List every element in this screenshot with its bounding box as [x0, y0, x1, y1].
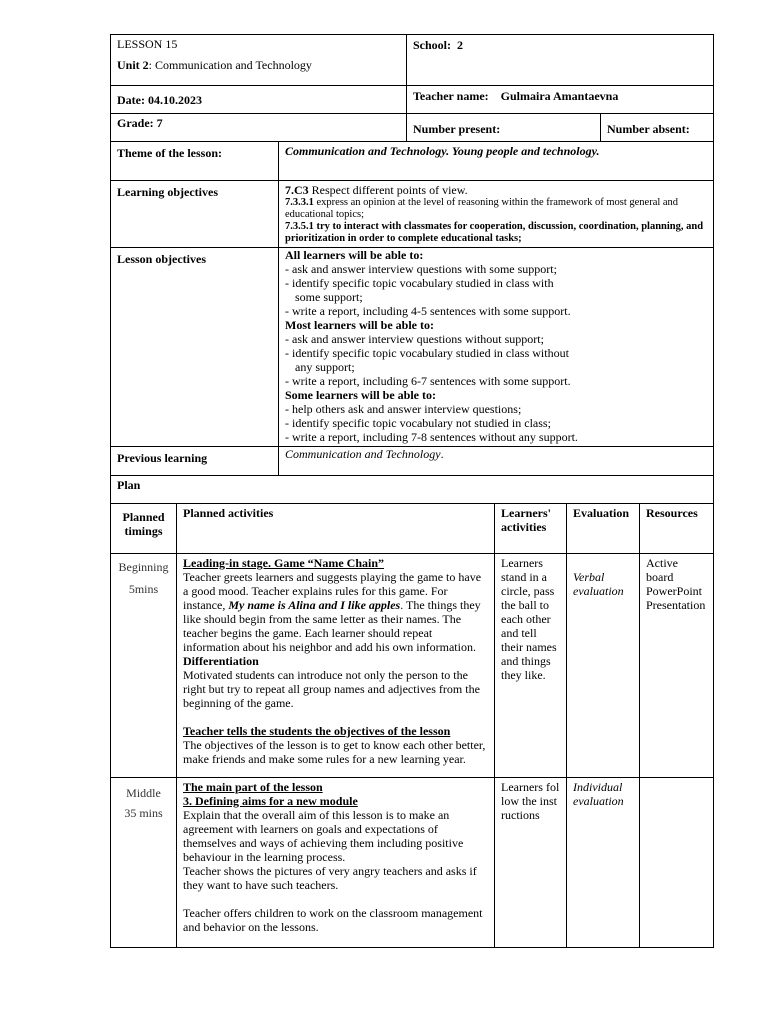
teacher-name: Gulmaira Amantaevna: [500, 89, 619, 103]
theme-value: Communication and Technology. Young people and technology.: [279, 142, 714, 181]
number-absent-cell: Number absent:: [601, 114, 714, 142]
learners-middle: Learners follow the instructions: [495, 778, 567, 948]
list-item: - ask and answer interview questions without support;: [285, 332, 544, 346]
objective-7c3: 7.C3 Respect different points of view.: [285, 183, 468, 197]
objectives-table: [110, 141, 714, 504]
plan-table: [110, 503, 714, 948]
learning-objectives-value: [279, 181, 714, 248]
evaluation-beginning: Verbal evaluation: [567, 554, 640, 778]
list-item: - help others ask and answer interview questions;: [285, 402, 522, 416]
school-cell: [407, 35, 714, 86]
col-header-learners: Learners' activities: [495, 504, 567, 554]
number-present-cell: Number present:: [407, 114, 601, 142]
col-header-activities: Planned activities: [177, 504, 495, 554]
learning-objectives-label: Learning objectives: [111, 181, 279, 248]
table-row: [111, 554, 714, 778]
date-cell: Date: 04.10.2023: [111, 86, 407, 114]
evaluation-middle: Individual evaluation: [567, 778, 640, 948]
list-item: - identify specific topic vocabulary studied in class with: [285, 276, 554, 290]
list-item: - identify specific topic vocabulary studied in class without: [285, 346, 569, 360]
plan-heading: Plan: [111, 476, 714, 504]
aims-title: 3. Defining aims for a new module: [183, 794, 358, 808]
col-header-evaluation: Evaluation: [567, 504, 640, 554]
lesson-plan-page: [110, 34, 713, 948]
activities-middle: The main part of the lesson 3. Defining aims for a new module Explain that the overall aim of this lesson is to make an agreement with learners on goals and expectations of themselves and ways of achieving them including positive behaviour in the learning process. Teacher shows the pictures of very angry teachers and asks if they want to have such teachers. Teacher offers children to work on the classroom management and behavior on the lessons.: [177, 778, 495, 948]
list-item: any support;: [295, 360, 355, 374]
lesson-cell: [111, 35, 407, 86]
previous-learning-value: Communication and Technology.: [279, 447, 714, 476]
all-learners-heading: All learners will be able to:: [285, 248, 424, 262]
list-item: some support;: [295, 290, 363, 304]
previous-learning-label: Previous learning: [111, 447, 279, 476]
school-label: School:: [413, 38, 452, 52]
resources-middle: [640, 778, 714, 948]
lesson-number: LESSON 15: [117, 37, 178, 51]
most-learners-heading: Most learners will be able to:: [285, 318, 434, 332]
col-header-resources: Resources: [640, 504, 714, 554]
main-part-title: The main part of the lesson: [183, 780, 323, 794]
unit-title: Unit 2: Communication and Technology: [117, 58, 312, 72]
grade-cell: Grade: 7: [111, 114, 407, 142]
some-learners-heading: Some learners will be able to:: [285, 388, 436, 402]
objective-7351: 7.3.5.1 try to interact with classmates for cooperation, discussion, coordination, planning, and prioritization in order to complete educational tasks;: [285, 221, 704, 244]
lesson-objectives-value: [279, 248, 714, 447]
learners-beginning: Learners stand in a circle, pass the ball to each other and tell their names and things they like.: [495, 554, 567, 778]
stage-title: Leading-in stage. Game “Name Chain”: [183, 556, 384, 570]
table-row: [111, 778, 714, 948]
col-header-timings: Planned timings: [111, 504, 177, 554]
activities-beginning: Leading-in stage. Game “Name Chain” Teacher greets learners and suggests playing the game to have a good mood. Teacher explains rules for this game. For instance, My name is Alina and I like apples. The things they like should begin from the same letter as their names. The teacher begins the game. Each learner should repeat information about his neighbor and add his own information. Differentiation Motivated students can introduce not only the person to the right but try to repeat all group names and adjectives from the beginning of the game. Teacher tells the students the objectives of the lesson The objectives of the lesson is to get to know each other better, make friends and make some rules for a new learning year.: [177, 554, 495, 778]
list-item: - write a report, including 6-7 sentences with some support.: [285, 374, 571, 388]
school-value: 2: [457, 38, 464, 52]
objectives-title: Teacher tells the students the objectives of the lesson: [183, 724, 451, 738]
theme-label: Theme of the lesson:: [111, 142, 279, 181]
teacher-cell: [407, 86, 714, 114]
list-item: - write a report, including 7-8 sentences without any support.: [285, 430, 578, 444]
timing-middle: Middle 35 mins: [111, 778, 177, 948]
resources-beginning: Active board PowerPoint Presentation: [640, 554, 714, 778]
list-item: - ask and answer interview questions with some support;: [285, 262, 557, 276]
list-item: - write a report, including 4-5 sentences with some support.: [285, 304, 571, 318]
timing-beginning: Beginning 5mins: [111, 554, 177, 778]
list-item: - identify specific topic vocabulary not studied in class;: [285, 416, 551, 430]
header-table: [110, 34, 714, 142]
lesson-objectives-label: Lesson objectives: [111, 248, 279, 447]
objective-7331: 7.3.3.1 express an opinion at the level of reasoning within the framework of most general and educational topics;: [285, 197, 679, 220]
teacher-label: Teacher name:: [413, 89, 489, 103]
